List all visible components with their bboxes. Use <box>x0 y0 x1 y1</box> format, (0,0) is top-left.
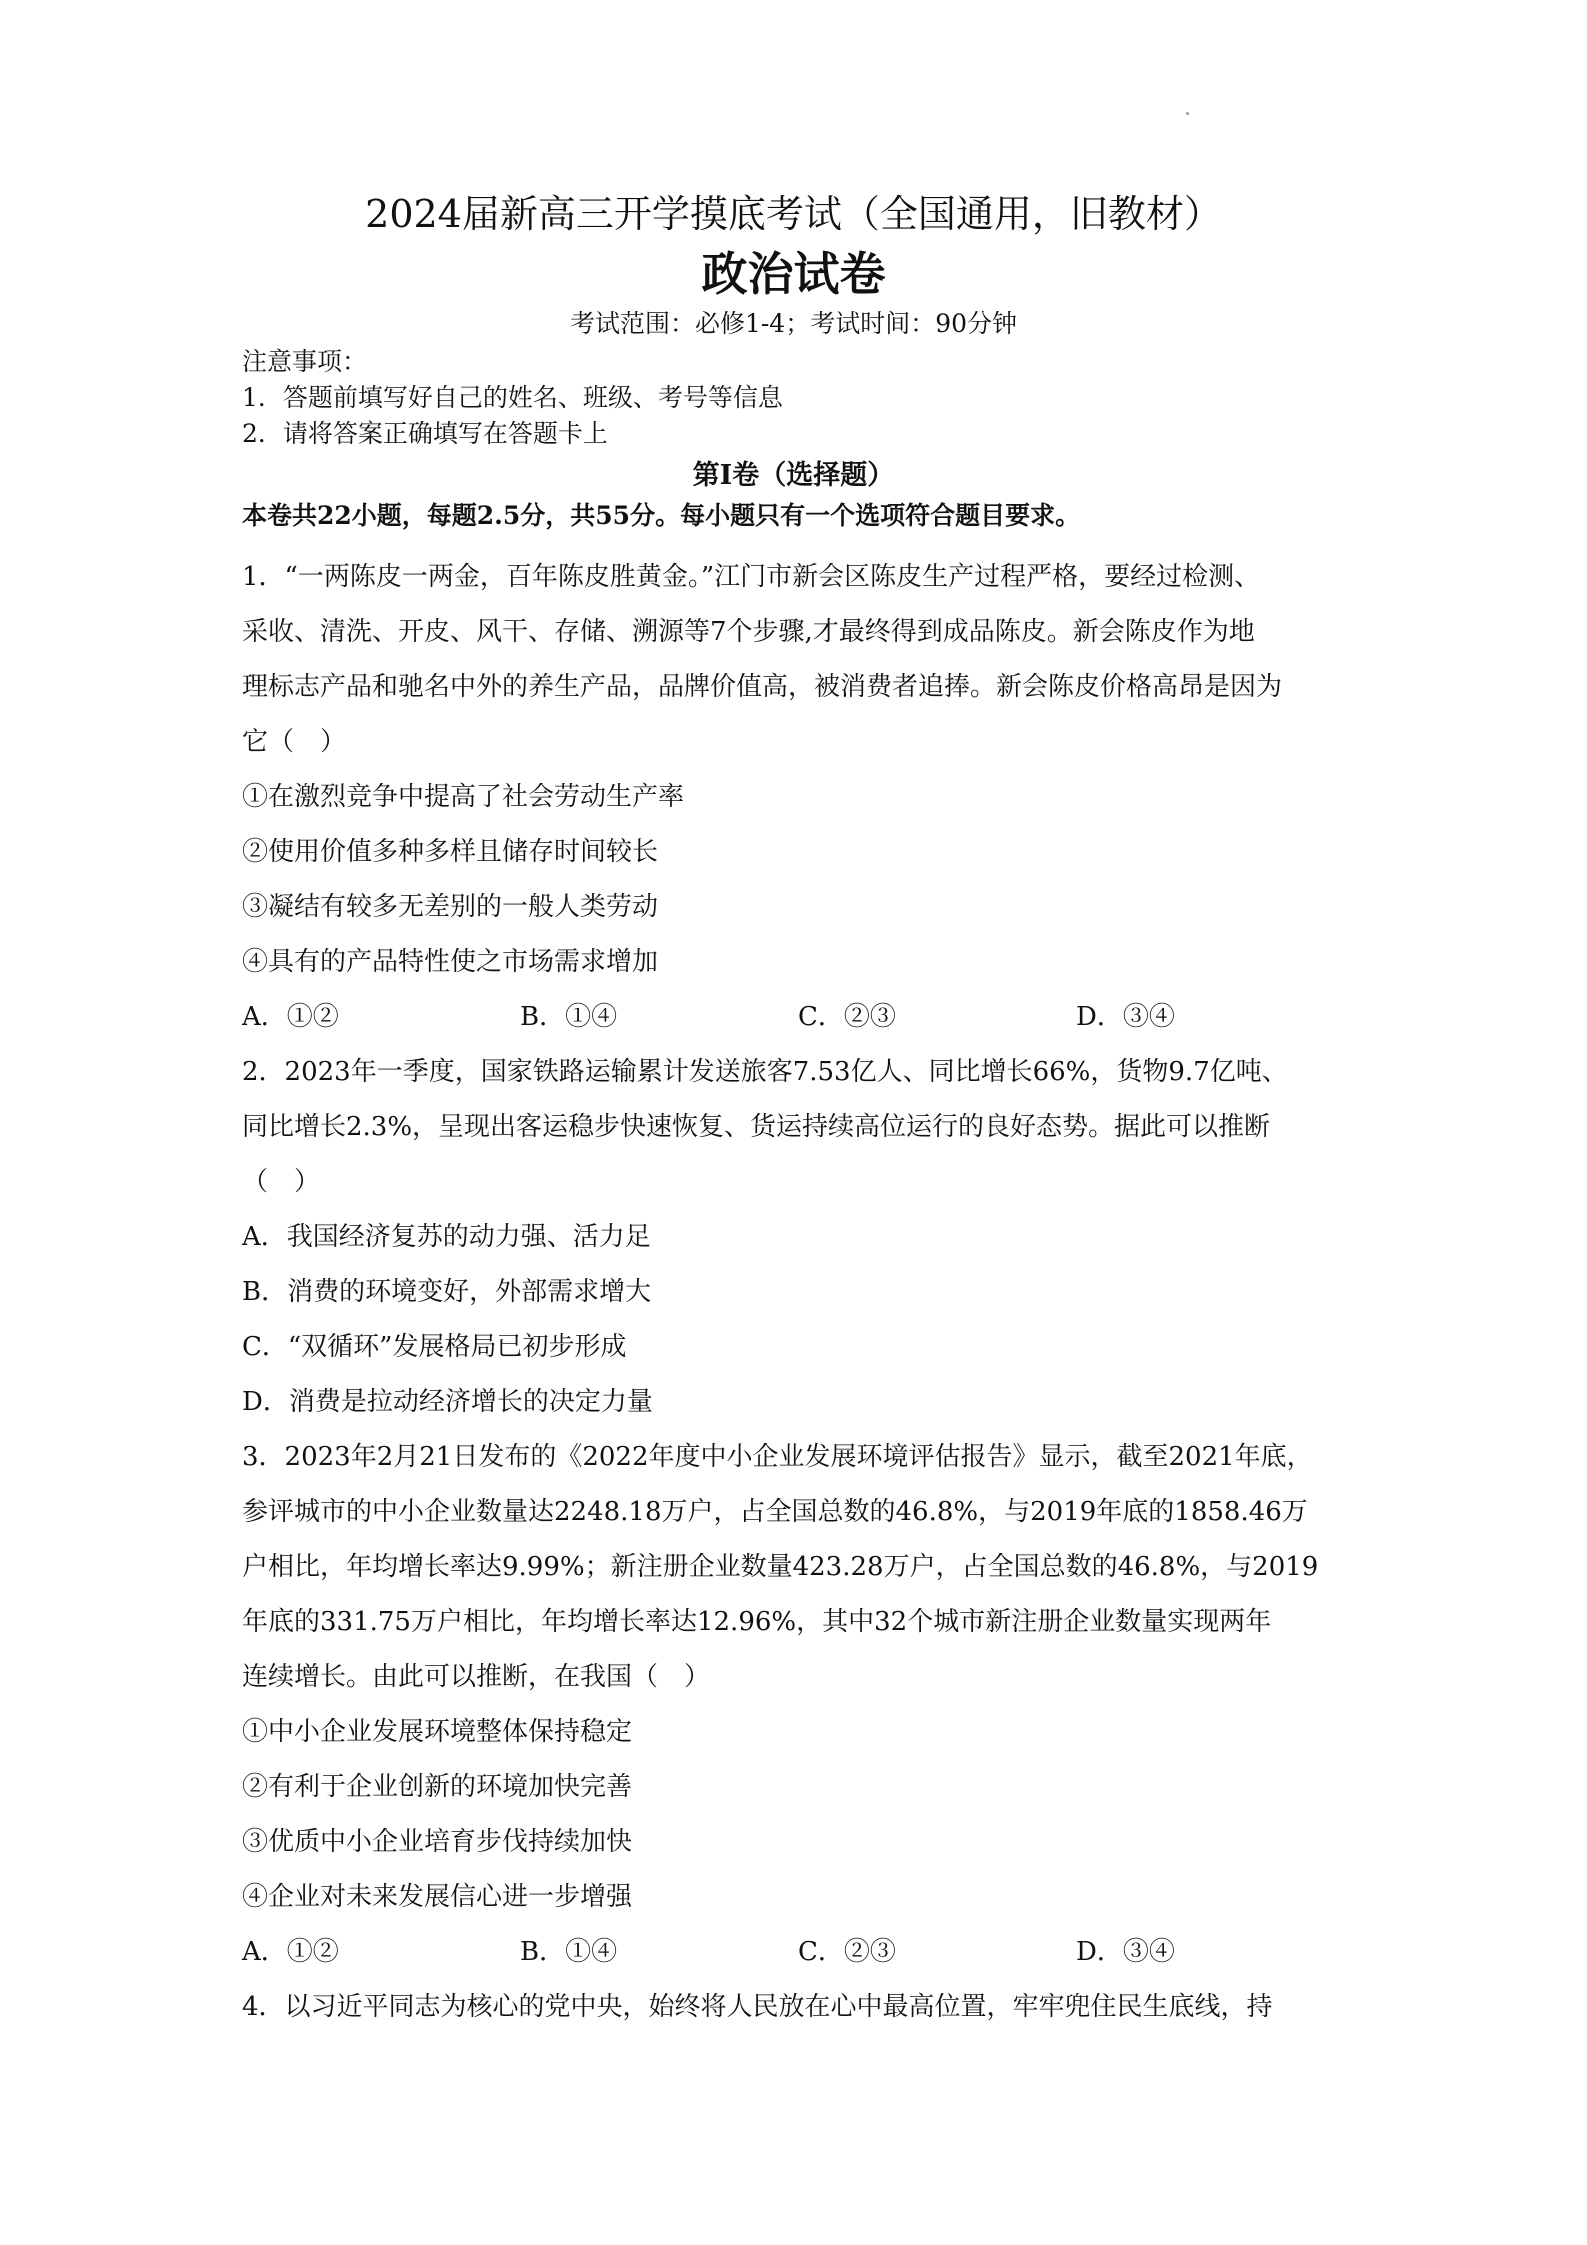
question-stem-line: 连续增长。由此可以推断，在我国（ ） <box>242 1662 711 1692</box>
option-c: C．②③ <box>798 1002 896 1032</box>
question-1 <box>242 550 1360 1045</box>
question-stem-line: 采收、清洗、开皮、风干、存储、溯源等7个步骤,才最终得到成品陈皮。新会陈皮作为地 <box>242 617 1255 647</box>
choice-c: C．“双循环”发展格局已初步形成 <box>242 1332 627 1362</box>
exam-scope: 考试范围：必修1-4；考试时间：90分钟 <box>569 309 1018 338</box>
answer-options <box>242 1925 1360 1980</box>
statement: ④具有的产品特性使之市场需求增加 <box>242 947 659 977</box>
answer-options <box>242 990 1360 1045</box>
question-stem-line: 户相比，年均增长率达9.99%；新注册企业数量423.28万户，占全国总数的46.8%，与2019 <box>242 1552 1319 1582</box>
statement: ②有利于企业创新的环境加快完善 <box>242 1772 633 1802</box>
question-stem-line: 它（ ） <box>242 727 347 757</box>
question-stem-line: 4．以习近平同志为核心的党中央，始终将人民放在心中最高位置，牢牢兜住民生底线，持 <box>242 1992 1273 2022</box>
option-c: C．②③ <box>798 1937 896 1967</box>
question-3 <box>242 1430 1360 1980</box>
option-a: A．①② <box>242 1002 339 1032</box>
question-stem-line: 理标志产品和驰名中外的养生产品，品牌价值高，被消费者追捧。新会陈皮价格高昂是因为 <box>242 672 1283 702</box>
section-description: 本卷共22小题，每题2.5分，共55分。每小题只有一个选项符合题目要求。 <box>242 501 1081 530</box>
option-b: B．①④ <box>520 1002 618 1032</box>
question-stem-line: 参评城市的中小企业数量达2248.18万户，占全国总数的46.8%，与2019年底的1858.46万 <box>242 1497 1308 1527</box>
notice-item: 1．答题前填写好自己的姓名、班级、考号等信息 <box>242 383 783 412</box>
question-list <box>242 550 1360 2035</box>
option-d: D．③④ <box>1076 1002 1175 1032</box>
notice-block <box>242 344 783 452</box>
statement: ②使用价值多种多样且储存时间较长 <box>242 837 659 867</box>
scan-dot <box>1186 112 1189 115</box>
question-2 <box>242 1045 1360 1430</box>
question-4 <box>242 1980 1360 2035</box>
statement: ①在激烈竞争中提高了社会劳动生产率 <box>242 782 685 812</box>
notice-heading: 注意事项： <box>242 347 368 376</box>
choice-d: D．消费是拉动经济增长的决定力量 <box>242 1387 653 1417</box>
option-d: D．③④ <box>1076 1937 1175 1967</box>
notice-item: 2．请将答案正确填写在答题卡上 <box>242 419 608 448</box>
choice-b: B．消费的环境变好，外部需求增大 <box>242 1277 652 1307</box>
statement: ③优质中小企业培育步伐持续加快 <box>242 1827 633 1857</box>
exam-title: 2024届新高三开学摸底考试（全国通用，旧教材） <box>365 192 1222 236</box>
question-stem-line: 2．2023年一季度，国家铁路运输累计发送旅客7.53亿人、同比增长66%，货物9.7亿吨、 <box>242 1057 1288 1087</box>
question-stem-line: 1．“一两陈皮一两金，百年陈皮胜黄金。”江门市新会区陈皮生产过程严格，要经过检测、 <box>242 562 1261 592</box>
statement: ③凝结有较多无差别的一般人类劳动 <box>242 892 659 922</box>
question-stem-line: （ ） <box>242 1167 321 1197</box>
choice-a: A．我国经济复苏的动力强、活力足 <box>242 1222 651 1252</box>
statement: ①中小企业发展环境整体保持稳定 <box>242 1717 633 1747</box>
option-a: A．①② <box>242 1937 339 1967</box>
question-stem-line: 同比增长2.3%，呈现出客运稳步快速恢复、货运持续高位运行的良好态势。据此可以推断 <box>242 1112 1271 1142</box>
option-b: B．①④ <box>520 1937 618 1967</box>
section-title: 第I卷（选择题） <box>692 460 895 491</box>
question-stem-line: 年底的331.75万户相比，年均增长率达12.96%，其中32个城市新注册企业数量实现两年 <box>242 1607 1272 1637</box>
statement: ④企业对未来发展信心进一步增强 <box>242 1882 633 1912</box>
subject-title: 政治试卷 <box>701 247 886 301</box>
question-stem-line: 3．2023年2月21日发布的《2022年度中小企业发展环境评估报告》显示，截至2021年底， <box>242 1442 1313 1472</box>
